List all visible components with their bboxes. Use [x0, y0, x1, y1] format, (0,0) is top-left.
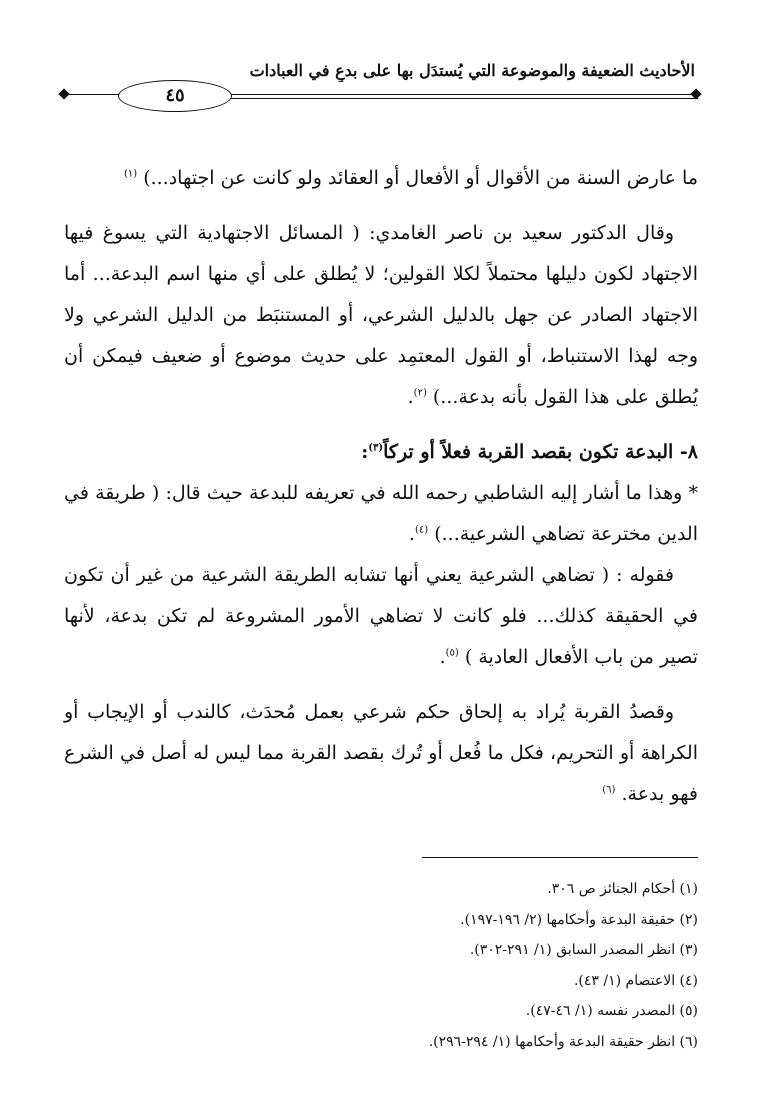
section-heading-end: : [361, 441, 369, 463]
page-number: ٤٥ [118, 80, 232, 112]
footnote-item: (٣) انظر المصدر السابق (١/ ٢٩١-٣٠٢). [469, 942, 698, 958]
paragraph-5-text: وقصدُ القربة يُراد به إلحاق حكم شرعي بعمل مُحدَث، كالندب أو الإيجاب أو الكراهة أو التحريم، فكل ما فُعل أو تُرك بقصد القربة مما ليس له أصل في الشرع فهو بدعة. [64, 701, 698, 805]
paragraph-4-text: فقوله : ( تضاهي الشرعية يعني أنها تشابه الطريقة الشرعية من غير أن تكون في الحقيقة كذلك... فلو كانت لا تضاهي الأمور المشروعة لم تكن بدعة، لأنها تصير من باب الأفعال العادية ) [64, 564, 698, 668]
header-rule-thin [230, 98, 698, 99]
paragraph-2-end: . [407, 386, 414, 408]
footnote-ref-1: (١) [123, 168, 138, 180]
left-diamond-ornament [58, 88, 69, 99]
footnote-ref-5: (٥) [445, 647, 459, 659]
paragraph-3-text: * وهذا ما أشار إليه الشاطبي رحمه الله في تعريفه للبدعة حيث قال: ( طريقة في الدين مخترعة تضاهي الشرعية...) [64, 482, 698, 545]
main-text [64, 158, 698, 815]
footnote-ref-4: (٤) [414, 524, 429, 536]
paragraph-5 [64, 692, 698, 815]
section-heading-text: ٨- البدعة تكون بقصد القربة فعلاً أو تركاً [383, 441, 698, 463]
footnote-item: (١) أحكام الجنائز ص ٣٠٦. [547, 881, 698, 897]
paragraph-2-text: وقال الدكتور سعيد بن ناصر الغامدي: ( المسائل الاجتهادية التي يسوغ فيها الاجتهاد لكون دليلها محتملاً لكلا القولين؛ لا يُطلق على أي منها اسم البدعة... أما الاجتهاد الصادر عن جهل بالدليل الشرعي، أو المستنبَط من الدليل الشرعي ولا وجه لهذا الاستنباط، أو القول المعتمِد على حديث موضوع أو ضعيف فيمكن أن يُطلق على هذا القول بأنه بدعة...) [64, 222, 698, 408]
paragraph-1-text: ما عارض السنة من الأقوال أو الأفعال أو العقائد ولو كانت عن اجتهاد...) [143, 167, 698, 189]
paragraph-4 [64, 555, 698, 678]
footnote-ref-2: (٢) [413, 387, 427, 399]
footnote-item: (٤) الاعتصام (١/ ٤٣). [573, 972, 698, 989]
paragraph-1 [64, 158, 698, 199]
footnote-ref-3: (٣) [368, 442, 384, 454]
footnote-item: (٥) المصدر نفسه (١/ ٤٦-٤٧). [525, 1003, 698, 1019]
footnote-item: (٢) حقيقة البدعة وأحكامها (٢/ ١٩٦-١٩٧). [460, 911, 698, 928]
section-heading [64, 432, 698, 473]
footnotes [298, 874, 698, 1057]
footnote-separator [422, 857, 698, 858]
paragraph-4-end: . [439, 646, 446, 668]
footnote-item: (٦) انظر حقيقة البدعة وأحكامها (١/ ٢٩٤-٢٩٦). [428, 1033, 698, 1050]
paragraph-2 [64, 213, 698, 418]
running-header-title: الأحاديث الضعيفة والموضوعة التي يُستدَل بها على بدعٍ في العبادات [249, 61, 695, 80]
footnote-ref-6: (٦) [602, 784, 616, 796]
paragraph-3-end: . [408, 523, 415, 545]
paragraph-3 [64, 473, 698, 555]
